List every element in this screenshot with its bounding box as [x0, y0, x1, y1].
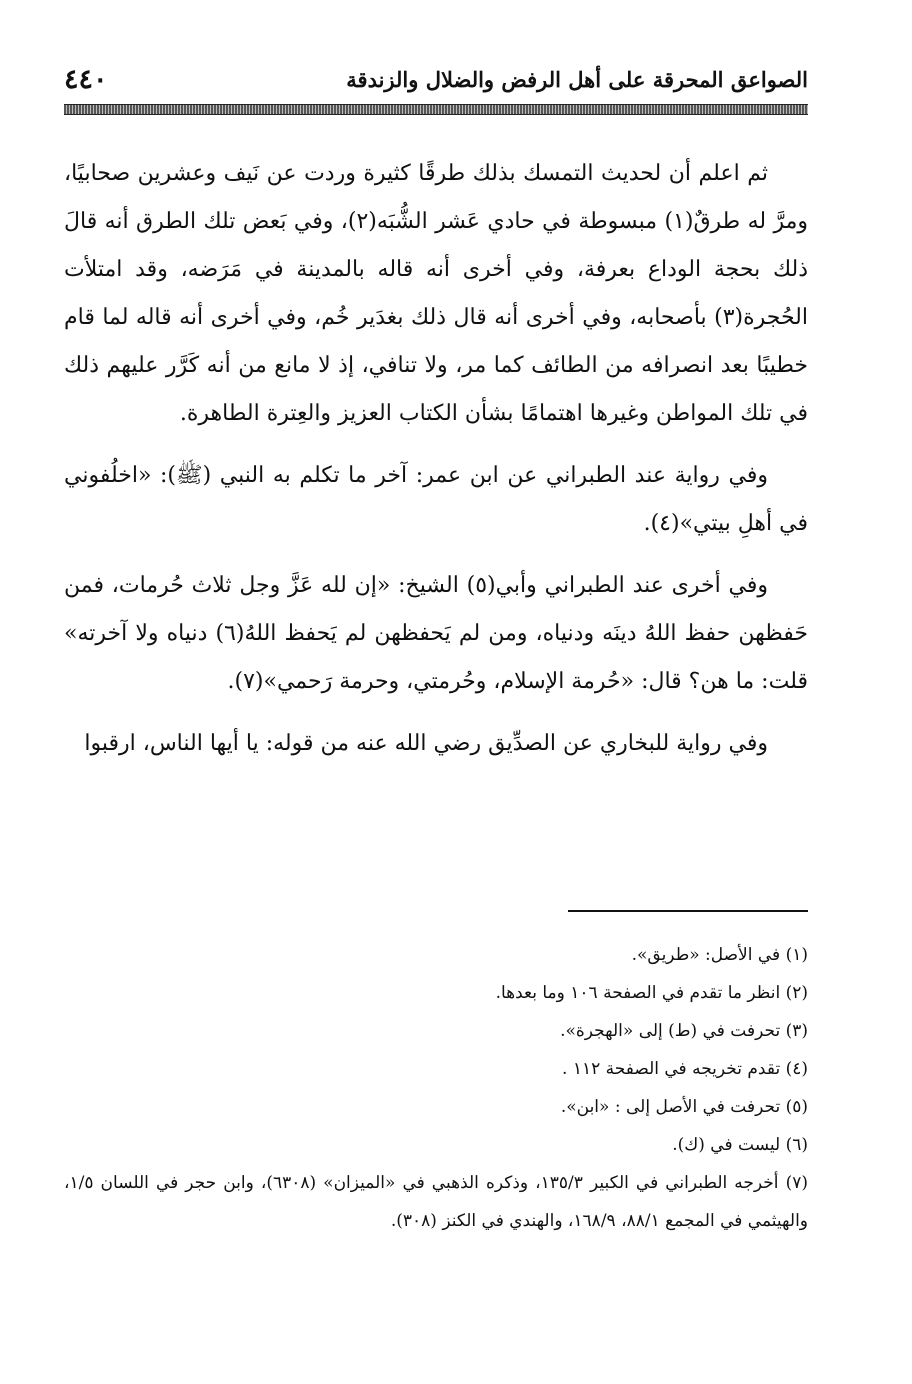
paragraph: وفي رواية عند الطبراني عن ابن عمر: آخر ما تكلم به النبي (ﷺ): «اخلُفوني في أهلِ بيتي»(٤).: [64, 463, 808, 536]
page-header: [64, 62, 808, 96]
footnotes: [64, 936, 808, 1240]
footnote-separator: [568, 910, 808, 912]
paragraph: وفي رواية للبخاري عن الصدِّيق رضي الله عنه من قوله: يا أيها الناس، ارقبوا: [84, 731, 768, 756]
paragraph: ثم اعلم أن لحديث التمسك بذلك طرقًا كثيرة وردت عن نَيف وعشرين صحابيًا، ومرَّ له طرقٌ(١) مبسوطة في حادي عَشر الشُّبَه(٢)، وفي بَعض تلك الطرق أنه قالَ ذلك بحجة الوداع بعرفة، وفي أخرى أنه قاله بالمدينة في مَرَضه، وقد امتلأت الحُجرة(٣) بأصحابه، وفي أخرى أنه قال ذلك بغدَير خُم، وفي أخرى أنه قاله لما قام خطيبًا بعد انصرافه من الطائف كما مر، ولا تنافي، إذ لا مانع من أنه كَرَّر عليهم ذلك في تلك المواطن وغيرها اهتمامًا بشأن الكتاب العزيز والعِترة الطاهرة.: [64, 161, 808, 426]
main-text: [64, 150, 808, 782]
footnote-7: (٧) أخرجه الطبراني في الكبير ١٣٥/٣، وذكره الذهبي في «الميزان» (٦٣٠٨)، وابن حجر في اللسان ١/٥، والهيثمي في المجمع ٨٨/١، ١٦٨/٩، والهندي في الكنز (٣٠٨).: [64, 1173, 808, 1231]
footnote-4: (٤) تقدم تخريجه في الصفحة ١١٢ .: [562, 1059, 808, 1079]
footnote-2: (٢) انظر ما تقدم في الصفحة ١٠٦ وما بعدها.: [495, 983, 808, 1003]
header-rule: [64, 104, 808, 115]
page-number: ٤٤٠: [64, 63, 108, 95]
paragraph: وفي أخرى عند الطبراني وأبي(٥) الشيخ: «إن لله عَزَّ وجل ثلاث حُرمات، فمن حَفظهن حفظ اللهُ دينَه ودنياه، ومن لم يَحفظهن لم يَحفظ اللهُ(٦) دنياه ولا آخرته» قلت: ما هن؟ قال: «حُرمة الإسلام، وحُرمتي، وحرمة رَحمي»(٧).: [64, 573, 808, 694]
footnote-6: (٦) ليست في (ك).: [672, 1135, 808, 1155]
footnote-1: (١) في الأصل: «طريق».: [631, 945, 808, 965]
footnote-5: (٥) تحرفت في الأصل إلى : «ابن».: [560, 1097, 808, 1117]
footnote-3: (٣) تحرفت في (ط) إلى «الهجرة».: [560, 1021, 808, 1041]
running-title: الصواعق المحرقة على أهل الرفض والضلال والزندقة: [346, 66, 808, 92]
